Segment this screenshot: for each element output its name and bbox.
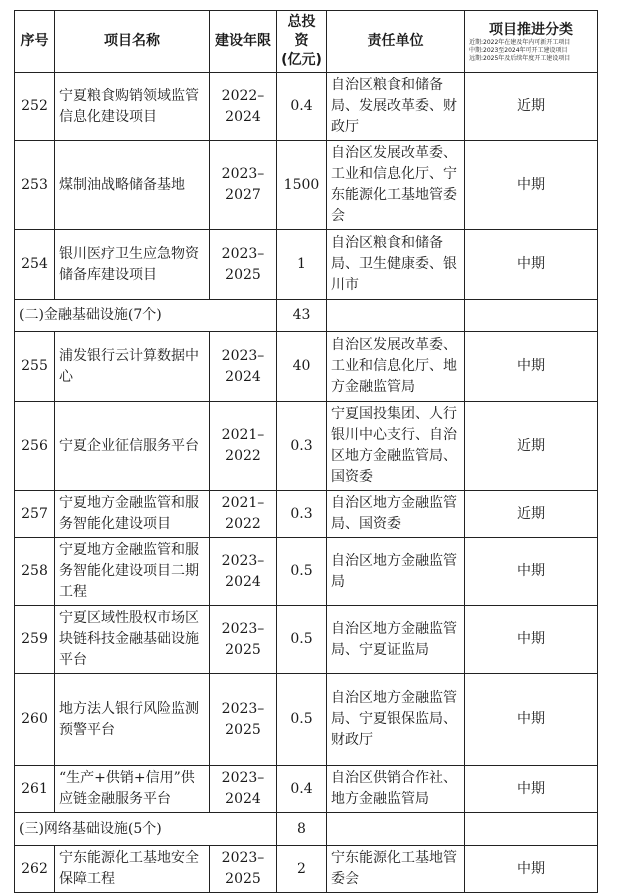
- row-name: 宁夏地方金融监管和服务智能化建设项目: [55, 491, 210, 538]
- row-name: 煤制油战略储备基地: [55, 141, 210, 230]
- row-year-start: 2023–: [221, 245, 265, 262]
- section-unit-cell: [327, 300, 465, 332]
- header-category: [465, 11, 598, 73]
- row-year-end: 2024: [225, 791, 261, 807]
- row-year-start: 2023–: [221, 552, 265, 569]
- row-year-end: 2024: [225, 108, 261, 125]
- header-seq: 序号: [15, 11, 55, 73]
- row-year-end: 2025: [225, 721, 261, 738]
- row-unit: 自治区发展改革委、工业和信息化厅、宁东能源化工基地管委会: [327, 141, 465, 230]
- header-investment-line1: 总投资: [287, 14, 316, 49]
- header-unit: 责任单位: [327, 11, 465, 73]
- row-years: [210, 846, 277, 893]
- section-row: [15, 300, 598, 332]
- row-name: 银川医疗卫生应急物资储备库建设项目: [55, 230, 210, 300]
- section-investment: 43: [277, 300, 327, 332]
- row-years: [210, 538, 277, 606]
- table-row: [15, 538, 598, 606]
- project-table: [14, 10, 598, 893]
- row-name: 宁东能源化工基地安全保障工程: [55, 846, 210, 893]
- row-unit: 自治区粮食和储备局、卫生健康委、银川市: [327, 230, 465, 300]
- row-name: 宁夏区域性股权市场区块链科技金融基础设施平台: [55, 606, 210, 674]
- row-unit: 自治区供销合作社、地方金融监管局: [327, 766, 465, 813]
- row-seq: 253: [15, 141, 55, 230]
- row-name: 宁夏地方金融监管和服务智能化建设项目二期工程: [55, 538, 210, 606]
- row-seq: 262: [15, 846, 55, 893]
- row-years: [210, 674, 277, 766]
- header-category-note: 远期:2025年及后续年度开工建设项目: [469, 54, 571, 62]
- header-years: 建设年限: [210, 11, 277, 73]
- row-unit: 自治区地方金融监管局: [327, 538, 465, 606]
- row-years: [210, 606, 277, 674]
- row-investment: 0.4: [277, 73, 327, 141]
- row-years: [210, 491, 277, 538]
- row-seq: 261: [15, 766, 55, 813]
- row-category: 中期: [465, 846, 598, 893]
- row-year-start: 2021–: [221, 427, 265, 443]
- table-row: [15, 606, 598, 674]
- header-investment-line2: (亿元): [281, 52, 322, 68]
- row-category: 近期: [465, 402, 598, 491]
- row-unit: 自治区发展改革委、工业和信息化厅、地方金融监管局: [327, 332, 465, 402]
- table-row: [15, 332, 598, 402]
- row-year-start: 2022–: [221, 87, 265, 104]
- header-category-note: 中期:2023至2024年可开工建设项目: [469, 46, 568, 54]
- row-category: 中期: [465, 230, 598, 300]
- row-year-end: 2025: [225, 641, 261, 658]
- header-category-title: 项目推进分类: [489, 21, 573, 38]
- row-unit: 自治区地方金融监管局、国资委: [327, 491, 465, 538]
- table-body: [15, 73, 598, 893]
- row-investment: 0.3: [277, 402, 327, 491]
- row-year-end: 2027: [225, 187, 261, 203]
- section-category-cell: [465, 300, 598, 332]
- row-year-end: 2022: [225, 448, 261, 464]
- row-seq: 256: [15, 402, 55, 491]
- section-label: (二)金融基础设施(7个): [15, 300, 277, 332]
- row-investment: 0.5: [277, 674, 327, 766]
- row-category: 中期: [465, 332, 598, 402]
- row-seq: 255: [15, 332, 55, 402]
- table-row: [15, 766, 598, 813]
- row-years: [210, 73, 277, 141]
- row-years: [210, 141, 277, 230]
- row-name: 宁夏企业征信服务平台: [55, 402, 210, 491]
- row-seq: 254: [15, 230, 55, 300]
- row-unit: 宁东能源化工基地管委会: [327, 846, 465, 893]
- row-investment: 0.5: [277, 538, 327, 606]
- row-year-end: 2025: [225, 266, 261, 283]
- row-unit: 自治区地方金融监管局、宁夏证监局: [327, 606, 465, 674]
- row-seq: 257: [15, 491, 55, 538]
- row-year-end: 2022: [225, 516, 261, 532]
- row-investment: 1: [277, 230, 327, 300]
- table-row: [15, 230, 598, 300]
- row-year-start: 2023–: [221, 770, 265, 786]
- row-year-end: 2024: [225, 573, 261, 590]
- row-year-start: 2023–: [221, 166, 265, 182]
- row-name: 宁夏粮食购销领域监管信息化建设项目: [55, 73, 210, 141]
- table-row: [15, 402, 598, 491]
- row-seq: 259: [15, 606, 55, 674]
- table-row: [15, 73, 598, 141]
- table-row: [15, 141, 598, 230]
- row-years: [210, 766, 277, 813]
- row-name: 浦发银行云计算数据中心: [55, 332, 210, 402]
- row-category: 中期: [465, 141, 598, 230]
- row-investment: 40: [277, 332, 327, 402]
- row-category: 中期: [465, 538, 598, 606]
- row-investment: 2: [277, 846, 327, 893]
- row-category: 中期: [465, 674, 598, 766]
- section-investment: 8: [277, 813, 327, 846]
- row-unit: 自治区地方金融监管局、宁夏银保监局、财政厅: [327, 674, 465, 766]
- row-year-end: 2024: [225, 368, 261, 385]
- row-year-start: 2021–: [221, 495, 265, 511]
- row-category: 近期: [465, 73, 598, 141]
- row-unit: 宁夏国投集团、人行银川中心支行、自治区地方金融监管局、国资委: [327, 402, 465, 491]
- row-seq: 252: [15, 73, 55, 141]
- row-seq: 260: [15, 674, 55, 766]
- header-category-note: 近期:2022年在建及年内可新开工项目: [469, 38, 571, 46]
- row-year-start: 2023–: [221, 700, 265, 717]
- row-years: [210, 332, 277, 402]
- section-unit-cell: [327, 813, 465, 846]
- row-category: 中期: [465, 606, 598, 674]
- row-investment: 0.5: [277, 606, 327, 674]
- header-name: 项目名称: [55, 11, 210, 73]
- row-year-start: 2023–: [221, 347, 265, 364]
- row-name: “生产+供销+信用”供应链金融服务平台: [55, 766, 210, 813]
- table-row: [15, 491, 598, 538]
- row-investment: 1500: [277, 141, 327, 230]
- table-row: [15, 846, 598, 893]
- row-year-end: 2025: [225, 871, 261, 887]
- header-investment: [277, 11, 327, 73]
- row-years: [210, 402, 277, 491]
- section-category-cell: [465, 813, 598, 846]
- row-category: 中期: [465, 766, 598, 813]
- row-seq: 258: [15, 538, 55, 606]
- row-category: 近期: [465, 491, 598, 538]
- section-row: [15, 813, 598, 846]
- section-label: (三)网络基础设施(5个): [15, 813, 277, 846]
- row-investment: 0.3: [277, 491, 327, 538]
- row-unit: 自治区粮食和储备局、发展改革委、财政厅: [327, 73, 465, 141]
- header-row: [15, 11, 598, 73]
- row-years: [210, 230, 277, 300]
- row-name: 地方法人银行风险监测预警平台: [55, 674, 210, 766]
- row-investment: 0.4: [277, 766, 327, 813]
- table-row: [15, 674, 598, 766]
- row-year-start: 2023–: [221, 850, 265, 866]
- row-year-start: 2023–: [221, 620, 265, 637]
